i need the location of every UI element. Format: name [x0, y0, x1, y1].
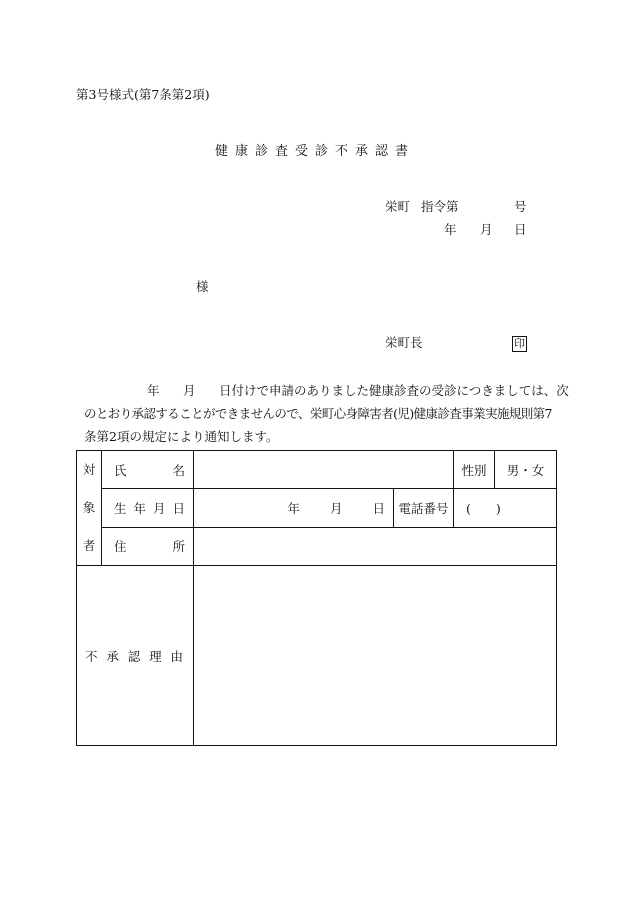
- issue-date-day: 日: [514, 222, 527, 237]
- document-title: 健康診査受診不承認書: [214, 144, 415, 159]
- issue-date-month: 月: [480, 222, 493, 237]
- address-label: 住 所: [102, 527, 194, 565]
- sender-title: 栄町長: [385, 335, 423, 350]
- issue-date-year: 年: [444, 222, 457, 237]
- body-line1-year: 年: [147, 383, 160, 398]
- birth-date-field[interactable]: 年 月 日: [194, 489, 394, 527]
- body-line2: のとおり承認することができませんので、栄町心身障害者(児)健康診査事業実施規則第7: [84, 406, 552, 421]
- name-label: 氏 名: [102, 451, 194, 489]
- applicant-table: [76, 450, 557, 746]
- notice-number-suffix: 号: [514, 199, 527, 214]
- address-field[interactable]: [194, 527, 557, 565]
- seal-mark: [512, 332, 527, 352]
- gender-label: 性別: [454, 451, 495, 489]
- reason-label: 不 承 認 理 由: [77, 566, 194, 746]
- body-line3: 条第2項の規定により通知します。: [84, 429, 279, 444]
- recipient-suffix: 様: [196, 279, 209, 294]
- form-number: 第3号様式(第7条第2項): [76, 87, 210, 102]
- body-line1-month: 月: [183, 383, 196, 398]
- phone-field[interactable]: ( ): [454, 489, 557, 527]
- seal-text: 印: [514, 337, 525, 350]
- notice-directive: 指令第: [421, 199, 459, 214]
- name-field[interactable]: [194, 451, 454, 489]
- phone-label: 電話番号: [394, 489, 454, 527]
- reason-field[interactable]: [194, 566, 557, 746]
- notice-issuer: 栄町: [385, 199, 411, 214]
- birth-date-label: 生 年 月 日: [102, 489, 194, 527]
- gender-value[interactable]: 男・女: [495, 451, 557, 489]
- body-line1-rest: 日付けで申請のありました健康診査の受診につきましては、次: [219, 383, 569, 398]
- subject-label: 対 象 者: [77, 451, 102, 566]
